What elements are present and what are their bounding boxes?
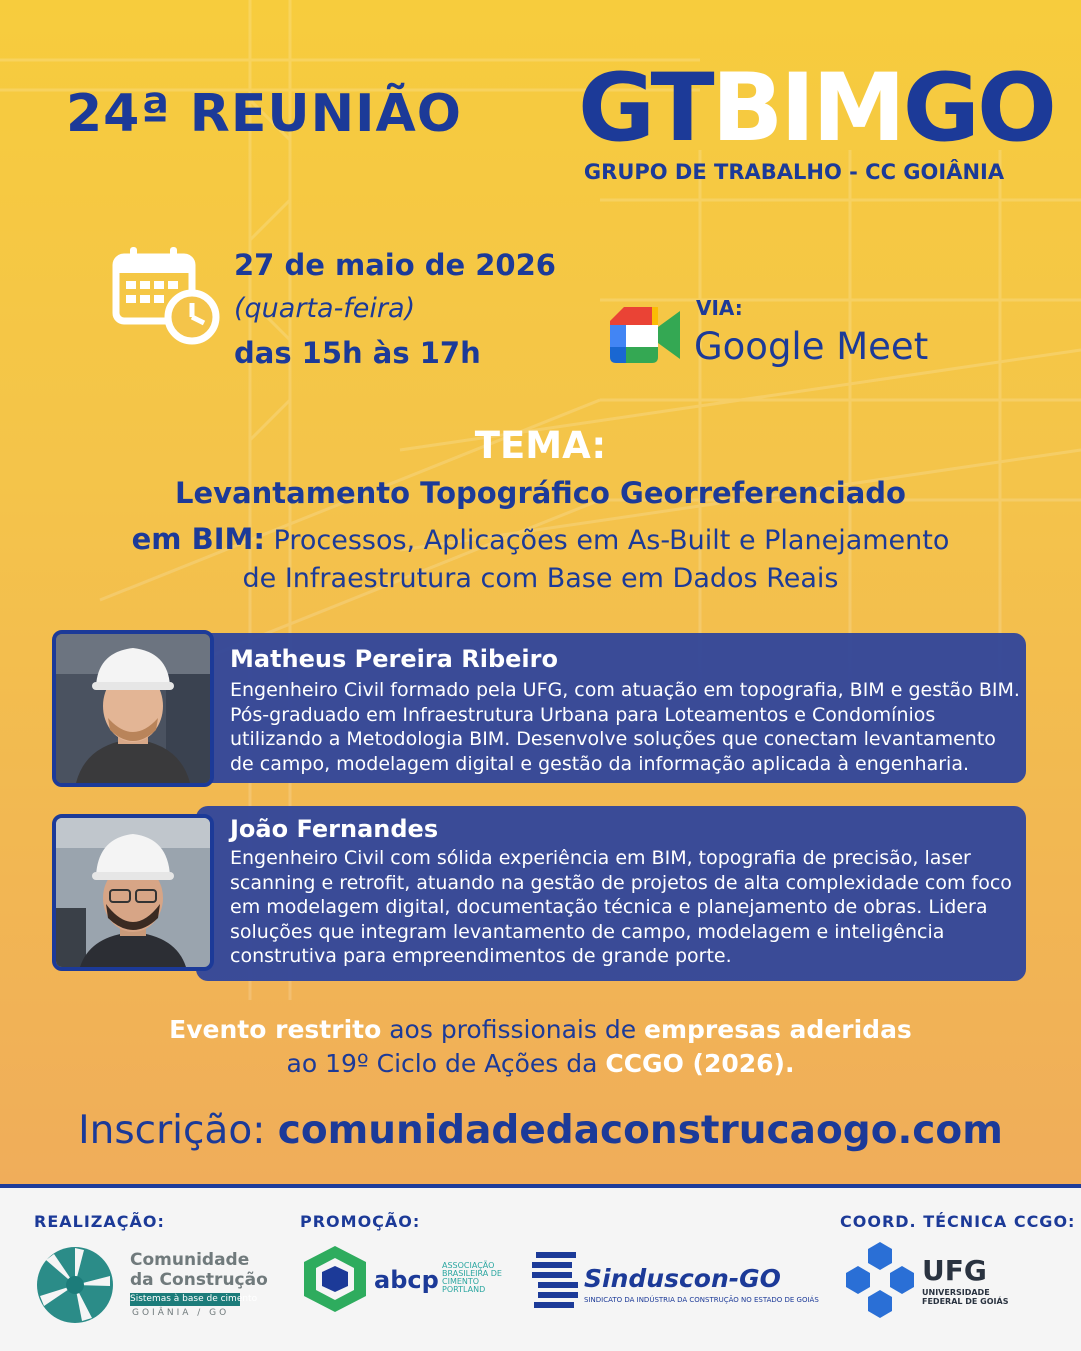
comunidade-logo-city: GOIÂNIA / GO [132, 1308, 230, 1318]
sinduscon-full-name: SINDICATO DA INDÚSTRIA DA CONSTRUÇÃO NO ESTADO DE GOIÁS [584, 1296, 819, 1304]
event-time: das 15h às 17h [234, 336, 481, 370]
event-weekday: (quarta-feira) [234, 293, 416, 324]
theme-title-line3: de Infraestrutura com Base em Dados Reais [242, 563, 839, 594]
calendar-clock-icon [112, 245, 222, 345]
gtbimgo-logo: GTBIMGO [578, 54, 1054, 163]
speaker-name: Matheus Pereira Ribeiro [230, 645, 558, 673]
theme-title-line2: em BIM: Processos, Aplicações em As-Built e Planejamento [131, 522, 950, 556]
abcp-logo-icon [300, 1244, 370, 1314]
registration-link[interactable]: comunidadedaconstrucaogo.com [277, 1108, 1003, 1153]
footer-label-realizacao: REALIZAÇÃO: [34, 1212, 165, 1231]
restriction-notice-line1: Evento restrito aos profissionais de empresas aderidas [169, 1015, 912, 1044]
via-label: VIA: [696, 296, 743, 320]
speaker-photo [52, 814, 214, 971]
footer-label-promocao: PROMOÇÃO: [300, 1212, 421, 1231]
comunidade-construcao-logo-icon [36, 1246, 114, 1324]
registration: Inscrição: comunidadedaconstrucaogo.com [78, 1108, 1003, 1153]
speaker-photo [52, 630, 214, 787]
comunidade-logo-band: Sistemas à base de cimento [130, 1294, 258, 1304]
footer-label-coord: COORD. TÉCNICA CCGO: [840, 1212, 1076, 1231]
platform-name: Google Meet [694, 325, 929, 368]
sinduscon-logo-text: Sinduscon-GO [584, 1264, 781, 1293]
ufg-logo-text: UFG [922, 1254, 987, 1287]
event-date: 27 de maio de 2026 [234, 248, 556, 282]
speaker-bio: Engenheiro Civil com sólida experiência em BIM, topografia de precisão, laser scanning e retrofit, atuando na gestão de projetos de alta complexidade com foco em modelagem digital, documentação técnica e planejamento de obras. Lidera soluções que integram levantamento de campo, modelagem e inteligência construtiva para empreendimentos de grande porte. [230, 847, 1012, 967]
sinduscon-logo-icon [530, 1250, 580, 1308]
logo-subtitle: GRUPO DE TRABALHO - CC GOIÂNIA [583, 160, 1005, 184]
restriction-notice-line2: ao 19º Ciclo de Ações da CCGO (2026). [286, 1049, 795, 1078]
speaker-name: João Fernandes [230, 815, 439, 843]
footer-divider [0, 1184, 1081, 1188]
speaker-bio: Engenheiro Civil formado pela UFG, com atuação em topografia, BIM e gestão BIM. Pós-graduado em Infraestrutura Urbana para Loteamentos e Condomínios utilizando a Metodologia BIM. Desenvolve soluções que conectam levantamento de campo, modelagem digital e gestão da informação aplicada à engenharia. [230, 679, 1020, 775]
theme-label: TEMA: [474, 424, 607, 467]
theme-title-line1: Levantamento Topográfico Georreferenciado [175, 476, 906, 510]
abcp-full-name: ASSOCIAÇÃO BRASILEIRA DE CIMENTO PORTLAND [442, 1261, 502, 1294]
meeting-number: 24ª REUNIÃO [66, 84, 462, 144]
abcp-logo-text: abcp [374, 1266, 439, 1294]
google-meet-icon [610, 305, 682, 365]
ufg-logo-icon [842, 1240, 918, 1320]
comunidade-logo-text: Comunidade [130, 1250, 250, 1270]
comunidade-logo-text: da Construção [130, 1270, 268, 1290]
ufg-full-name: UNIVERSIDADE FEDERAL DE GOIÁS [922, 1288, 1009, 1306]
